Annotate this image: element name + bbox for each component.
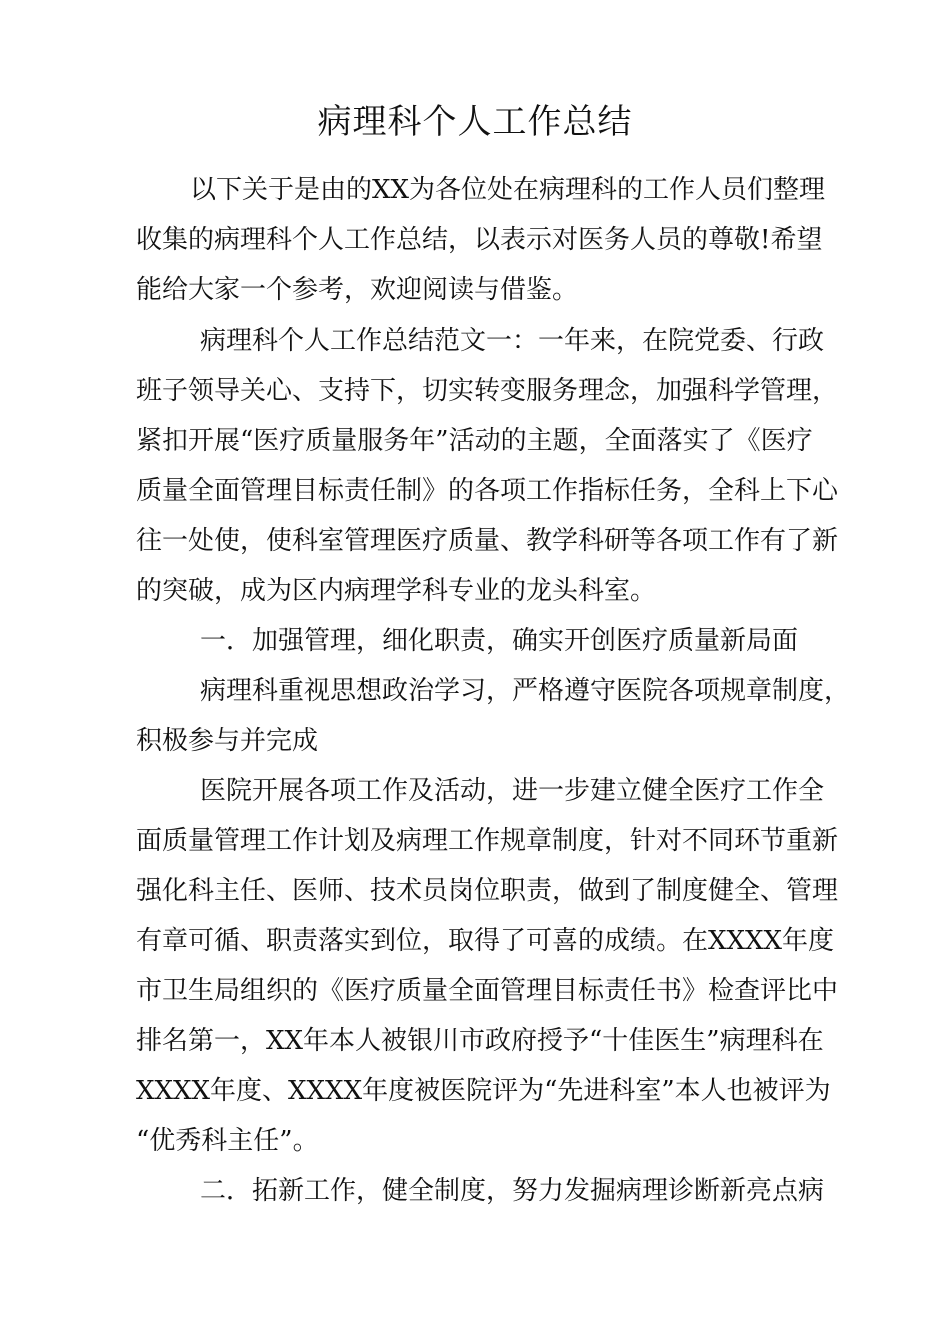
paragraph-line: 质量全面管理目标责任制》的各项工作指标任务，全科上下心 [136,476,839,506]
paragraph-line: XXXX年度、XXXX年度被医院评为“先进科室”本人也被评为 [136,1076,831,1106]
paragraph-line: 往一处使，使科室管理医疗质量、教学科研等各项工作有了新 [136,526,839,556]
paragraph-line: “优秀科主任”。 [136,1126,319,1156]
document-title: 病理科个人工作总结 [317,102,633,142]
paragraph-line: 强化科主任、医师、技术员岗位职责，做到了制度健全、管理 [136,876,839,906]
paragraph-line: 积极参与并完成 [136,726,319,756]
paragraph-line: 病理科重视思想政治学习，严格遵守医院各项规章制度， [200,676,851,706]
paragraph-line: 班子领导关心、支持下，切实转变服务理念，加强科学管理， [136,376,839,406]
paragraph-line: 以下关于是由的XX为各位处在病理科的工作人员们整理 [190,175,826,205]
paragraph-line: 的突破，成为区内病理学科专业的龙头科室。 [136,576,657,606]
section-heading: 二．拓新工作，健全制度，努力发掘病理诊断新亮点病 [200,1176,825,1206]
paragraph-line: 医院开展各项工作及活动，进一步建立健全医疗工作全 [200,776,825,806]
paragraph-line: 紧扣开展“医疗质量服务年”活动的主题，全面落实了《医疗 [136,426,813,456]
paragraph-line: 面质量管理工作计划及病理工作规章制度，针对不同环节重新 [136,826,839,856]
paragraph-line: 能给大家一个参考，欢迎阅读与借鉴。 [136,275,579,305]
paragraph-line: 收集的病理科个人工作总结，以表示对医务人员的尊敬!希望 [136,225,823,255]
paragraph-line: 排名第一，XX年本人被银川市政府授予“十佳医生”病理科在 [136,1026,824,1056]
paragraph-line: 病理科个人工作总结范文一：一年来，在院党委、行政 [200,326,825,356]
paragraph-line: 有章可循、职责落实到位，取得了可喜的成绩。在XXXX年度 [136,926,835,956]
paragraph-line: 市卫生局组织的《医疗质量全面管理目标责任书》检查评比中 [136,976,839,1006]
section-heading: 一．加强管理，细化职责，确实开创医疗质量新局面 [200,626,799,656]
